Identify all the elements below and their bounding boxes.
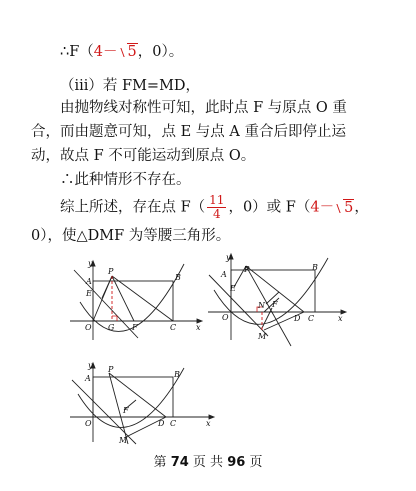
label-d: D xyxy=(294,314,301,323)
label-a: A xyxy=(85,374,91,383)
label-o: O xyxy=(85,419,92,428)
label-b: B xyxy=(175,273,181,282)
text-f-open: ∴F（ xyxy=(60,44,94,60)
text-conclusion: 综上所述，存在点 F（ xyxy=(60,199,206,216)
figure-1 xyxy=(66,258,206,342)
label-e: E xyxy=(86,289,92,298)
label-e: E xyxy=(230,284,236,293)
page-total: 96 xyxy=(227,455,246,470)
footer-mid: 页 共 xyxy=(192,455,224,470)
label-f: F xyxy=(123,406,129,415)
label-a: A xyxy=(221,270,227,279)
label-y: y xyxy=(88,259,93,268)
page-footer xyxy=(0,451,416,470)
label-x: x xyxy=(338,314,343,323)
label-c: C xyxy=(170,419,177,428)
label-p: P xyxy=(108,267,114,276)
frac-numerator: 11 xyxy=(209,193,225,207)
label-c: C xyxy=(170,323,177,332)
label-g: G xyxy=(108,323,115,332)
frac-denominator: 4 xyxy=(212,207,221,221)
label-m: M xyxy=(258,332,267,341)
line-2: （iii）若 FM=MD， xyxy=(60,78,201,94)
label-o: O xyxy=(222,313,229,322)
label-y: y xyxy=(226,253,231,262)
label-x: x xyxy=(206,419,211,428)
sqrt-5-2 xyxy=(334,198,354,218)
fraction-11-4 xyxy=(207,194,226,221)
sqrt-5 xyxy=(118,42,138,62)
label-p: P xyxy=(108,365,114,374)
footer-di: 第 xyxy=(153,455,167,470)
label-m: M xyxy=(119,436,128,445)
figure-2 xyxy=(204,250,352,348)
sqrt-radicand-2: 5 xyxy=(344,199,354,216)
figure-3 xyxy=(66,360,218,446)
text-or-f: ，0）或 F（ xyxy=(228,199,311,216)
label-o: O xyxy=(85,323,92,332)
line-5: 动，故点 F 不可能运动到原点 O。 xyxy=(31,148,256,164)
line-4: 合，而由题意可知，点 E 与点 A 重合后即停止运 xyxy=(31,124,346,140)
label-f: F xyxy=(272,300,278,309)
footer-ye: 页 xyxy=(249,455,263,470)
sqrt-radicand: 5 xyxy=(127,44,137,60)
label-n: N xyxy=(258,301,265,310)
num-4-minus-2: 4－ xyxy=(310,199,335,216)
num-4-minus: 4－ xyxy=(93,44,118,60)
label-a: A xyxy=(86,277,92,286)
label-b: B xyxy=(174,370,180,379)
text-comma: ， xyxy=(354,199,369,216)
text-close: ，0）。 xyxy=(137,44,184,60)
label-f: F xyxy=(132,323,138,332)
line-3: 由抛物线对称性可知，此时点 F 与原点 O 重 xyxy=(60,100,347,116)
line-1 xyxy=(60,42,183,62)
line-7 xyxy=(60,194,369,221)
label-c: C xyxy=(308,314,315,323)
line-8: 0），使△DMF 为等腰三角形。 xyxy=(31,228,231,244)
label-x: x xyxy=(196,323,201,332)
label-y: y xyxy=(88,361,93,370)
label-p: P xyxy=(244,265,250,274)
label-d: D xyxy=(158,419,165,428)
line-6: ∴此种情形不存在。 xyxy=(60,172,191,188)
page-number: 74 xyxy=(170,455,189,470)
label-b: B xyxy=(312,263,318,272)
